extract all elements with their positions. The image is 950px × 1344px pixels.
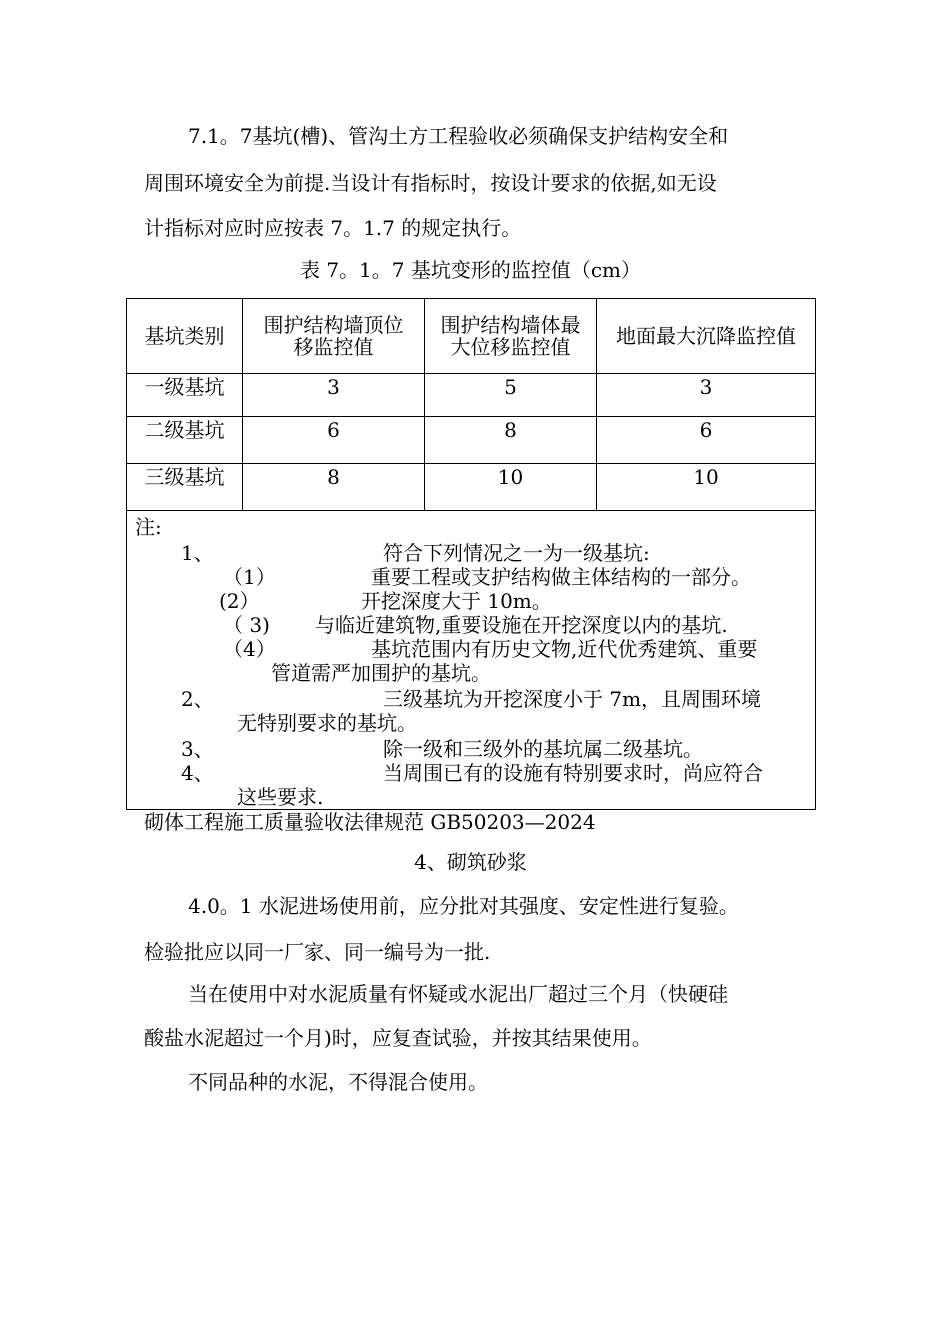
table-cell: 8 [425,417,597,464]
table-cell: 8 [243,464,425,511]
note-1-number: 1、 [181,541,214,565]
table-cell: 5 [425,374,597,417]
table-note-cell [127,511,816,810]
table-row [127,417,816,464]
para-7-1-7-line3: 计指标对应时应按表 7。1.7 的规定执行。 [144,216,522,240]
header-cell: 地面最大沉降监控值 [597,299,816,374]
para-4-0-1-line3: 当在使用中对水泥质量有怀疑或水泥出厂超过三个月（快硬硅 [188,982,728,1006]
table-cell: 3 [597,374,816,417]
para-4-0-1-line1: 4.0。1 水泥进场使用前，应分批对其强度、安定性进行复验。 [188,894,739,918]
table-cell: 10 [597,464,816,511]
para-7-1-7-line2: 周围环境安全为前提.当设计有指标时，按设计要求的依据,如无设 [144,171,717,195]
note-3-text: 除一级和三级外的基坑属二级基坑。 [383,737,703,761]
para-4-0-1-line4: 酸盐水泥超过一个月)时，应复查试验，并按其结果使用。 [144,1026,652,1050]
note-4-continuation: 这些要求. [237,785,324,809]
note-1-sub-1-text: 重要工程或支护结构做主体结构的一部分。 [371,565,751,589]
header-cell: 基坑类别 [127,299,243,374]
note-2-text: 三级基坑为开挖深度小于 7m，且周围环境 [383,687,762,711]
note-2-continuation: 无特别要求的基坑。 [237,711,417,735]
note-1-sub-3-number: （ 3) [223,613,270,637]
standard-title: 砌体工程施工质量验收法律规范 GB50203—2024 [144,810,596,834]
section-4-heading: 4、砌筑砂浆 [414,850,527,874]
table-cell: 6 [597,417,816,464]
note-4-number: 4、 [181,761,214,785]
table-row [127,464,816,511]
table-cell: 6 [243,417,425,464]
note-1-sub-4-continuation: 管道需严加围护的基坑。 [271,661,491,685]
note-1-sub-2-text: 开挖深度大于 10m。 [361,589,552,613]
para-4-0-1-line5: 不同品种的水泥，不得混合使用。 [188,1070,488,1094]
table-cell: 3 [243,374,425,417]
header-cell: 围护结构墙体最大位移监控值 [425,299,597,374]
table-cell: 10 [425,464,597,511]
para-4-0-1-line2: 检验批应以同一厂家、同一编号为一批. [144,940,491,964]
table-cell: 三级基坑 [127,464,243,511]
note-label: 注: [135,515,162,539]
note-1-sub-2-number: (2） [219,589,260,613]
header-cell: 围护结构墙顶位移监控值 [243,299,425,374]
note-1-sub-3-text: 与临近建筑物,重要设施在开挖深度以内的基坑. [315,613,728,637]
table-cell: 一级基坑 [127,374,243,417]
table-header-row [127,299,816,374]
note-1-sub-4-text: 基坑范围内有历史文物,近代优秀建筑、重要 [371,637,758,661]
table-caption: 表 7。1。7 基坑变形的监控值（cm） [299,258,642,282]
note-2-number: 2、 [181,687,214,711]
para-7-1-7-line1: 7.1。7基坑(槽)、管沟土方工程验收必须确保支护结构安全和 [188,124,729,148]
monitor-table [126,298,816,810]
note-3-number: 3、 [181,737,214,761]
note-1-sub-1-number: （1） [223,565,276,589]
note-1-text: 符合下列情况之一为一级基坑: [383,541,650,565]
table-cell: 二级基坑 [127,417,243,464]
note-4-text: 当周围已有的设施有特别要求时，尚应符合 [383,761,763,785]
table-note-row [127,511,816,810]
table-row [127,374,816,417]
note-1-sub-4-number: （4） [223,637,276,661]
